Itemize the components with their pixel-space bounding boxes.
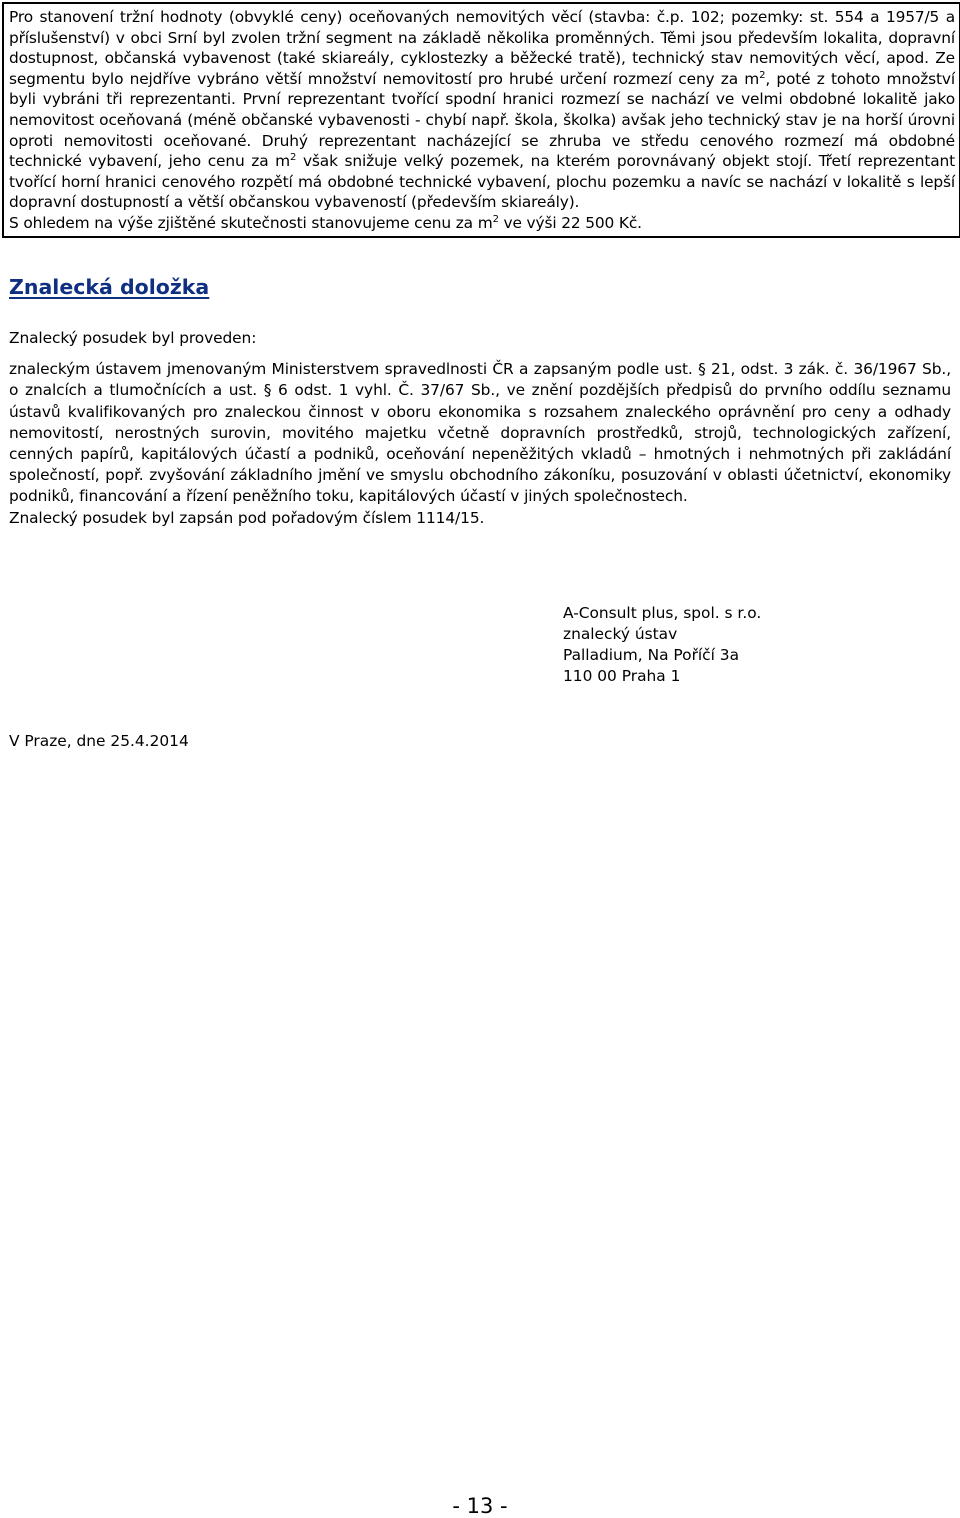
valuation-text-box — [2, 2, 960, 238]
signature-block — [563, 603, 761, 687]
signature-city: 110 00 Praha 1 — [563, 667, 681, 685]
signature-role: znalecký ústav — [563, 625, 678, 643]
superscript: 2 — [492, 213, 499, 225]
valuation-conclusion — [9, 213, 955, 234]
valuation-text-part: , poté z tohoto množství byli vybráni tři reprezentanti. První reprezentant tvořící spodní hranici rozmezí se nachází ve velmi obdobné lokalitě jako nemovitost oceňovaná (méně občanské vybavenosti - chybí např. škola, školka) avšak jeho technický stav je na horší úrovni oproti nemovitosti oceňované. Druhý reprezentant nacházející se zhruba ve středu cenového rozmezí má obdobné technické vybavení, jeho cenu za m — [9, 69, 955, 171]
valuation-text-part: však snižuje velký pozemek, na kterém porovnávaný objekt stojí. Třetí reprezentant tvořící horní hranici cenového rozpětí má obdobné technické vybavení, plochu pozemku a navíc se nachází v lokalitě s lepší dopravní dostupností a větší občanskou vybaveností (především skiareály). — [9, 152, 955, 212]
superscript: 2 — [290, 152, 297, 164]
clause-text: znaleckým ústavem jmenovaným Ministerstvem spravedlnosti ČR a zapsaným podle ust. § 21, odst. 3 zák. č. 36/1967 Sb., o znalcích a tlumočnících a ust. § 6 odst. 1 vyhl. Č. 37/67 Sb., ve znění pozdějších předpisů do prvního oddílu seznamu ústavů kvalifikovaných pro znaleckou činnost v oboru ekonomika s rozsahem znaleckého oprávnění pro ceny a odhady nemovitostí, nerostných surovin, movitého majetku včetně dopravních prostředků, strojů, technologických zařízení, cenných papírů, kapitálových účastí a podniků, oceňování nepeněžitých vkladů – hmotných i nehmotných při zakládání společností, popř. zvyšování základního jmění ve smyslu obchodního zákoníku, posuzování v oblasti účetnictví, ekonomiky podniků, financování a řízení peněžního toku, kapitálových účastí v jiných společnostech. — [9, 360, 951, 506]
conclusion-text: S ohledem na výše zjištěné skutečnosti stanovujeme cenu za m — [9, 213, 493, 232]
clause-intro: Znalecký posudek byl proveden: — [9, 329, 257, 347]
signature-street: Palladium, Na Poříčí 3a — [563, 646, 740, 664]
superscript: 2 — [759, 69, 766, 81]
section-heading: Znalecká doložka — [9, 275, 210, 299]
page-number: - 13 - — [452, 1494, 508, 1518]
clause-register: Znalecký posudek byl zapsán pod pořadovým číslem 1114/15. — [9, 508, 485, 527]
place-date: V Praze, dne 25.4.2014 — [9, 732, 189, 750]
signature-company: A-Consult plus, spol. s r.o. — [563, 604, 762, 622]
expert-clause — [9, 328, 951, 529]
valuation-text-part: Pro stanovení tržní hodnoty (obvyklé ceny) oceňovaných nemovitých věcí (stavba: č.p. 102; pozemky: st. 554 a 1957/5 a příslušenství) v obci Srní byl zvolen tržní segment na základě několika proměnných. Těmi jsou především lokalita, dopravní dostupnost, občanská vybavenost (také skiareály, cyklostezky a běžecké tratě), technický stav nemovitých věcí, apod. Ze segmentu bylo nejdříve vybráno větší množství nemovitostí pro hrubé určení rozmezí ceny za m — [9, 8, 955, 88]
conclusion-text: ve výši 22 500 Kč. — [498, 213, 642, 232]
valuation-paragraph — [9, 7, 955, 213]
